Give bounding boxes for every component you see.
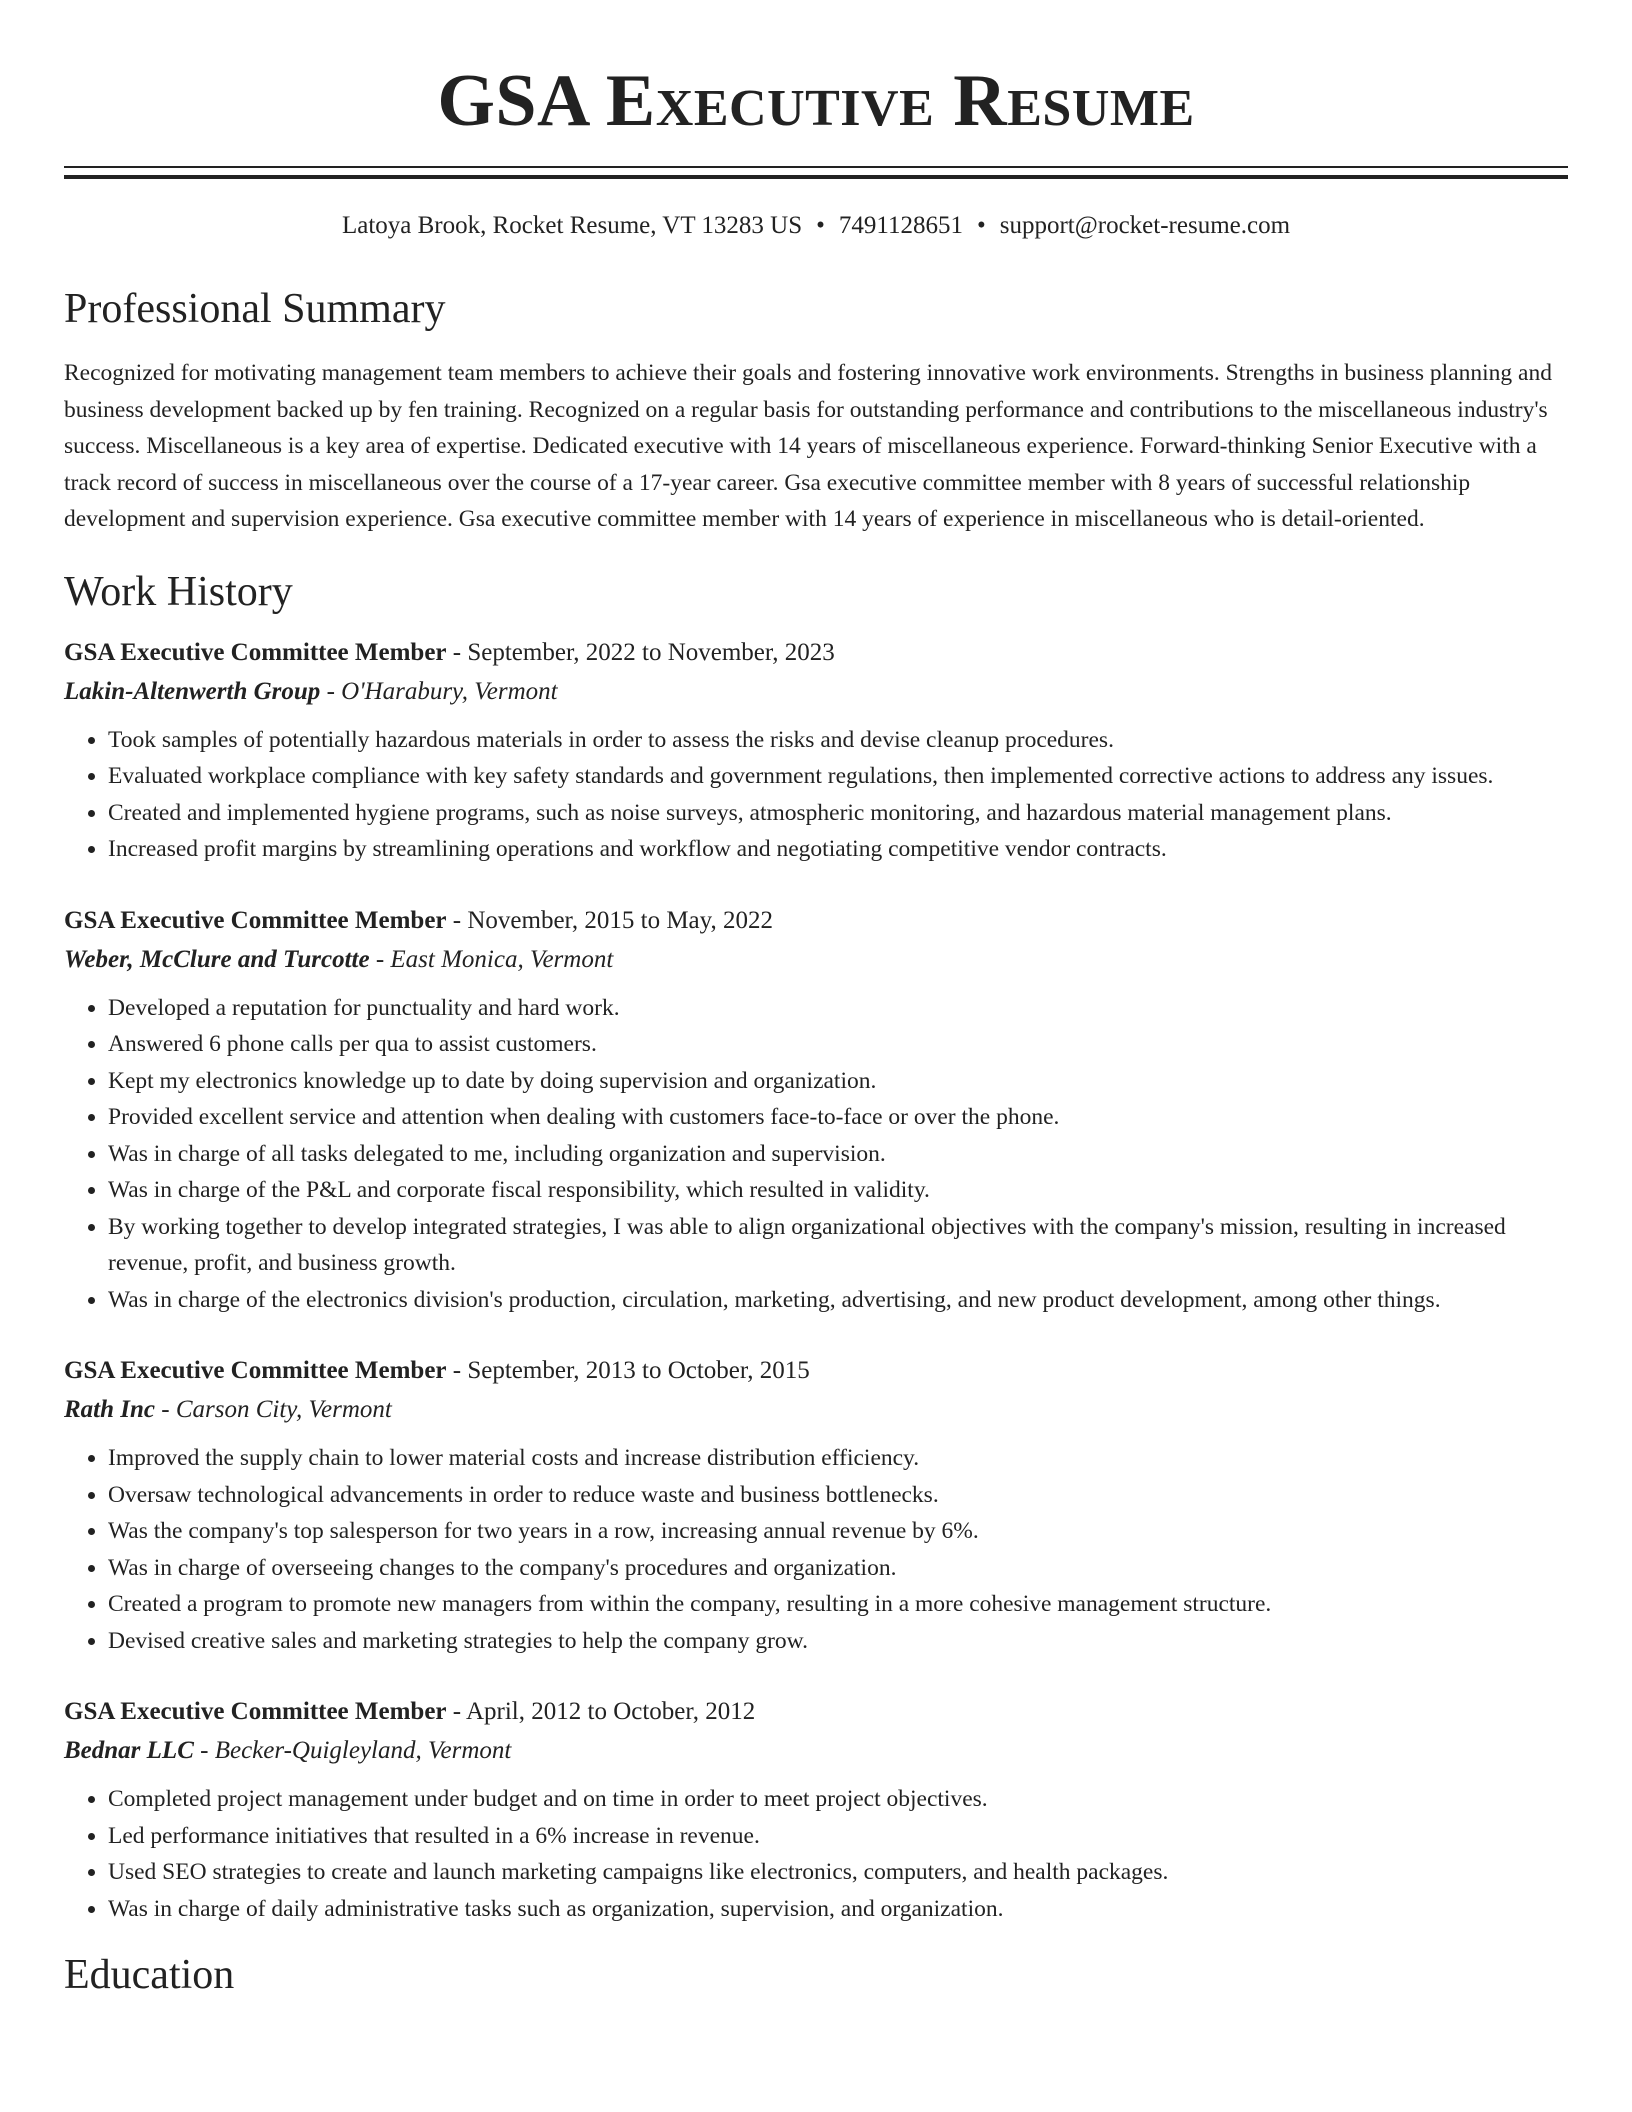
job-company: Weber, McClure and Turcotte [64, 945, 370, 973]
job-dates: - November, 2015 to May, 2022 [446, 906, 774, 934]
work-history-list [64, 634, 1568, 1928]
job-bullet: • Was the company's top salesperson for two years in a row, increasing annual revenue by 6%. [108, 1513, 1568, 1550]
job-bullet: • Was in charge of all tasks delegated to me, including organization and supervision. [108, 1136, 1568, 1173]
job-bullet: • Improved the supply chain to lower material costs and increase distribution efficiency. [108, 1440, 1568, 1477]
job-bullet: • Oversaw technological advancements in order to reduce waste and business bottlenecks. [108, 1477, 1568, 1514]
job-title-line [64, 634, 1568, 672]
job-location: - East Monica, Vermont [369, 945, 614, 973]
job-bullet-list [64, 722, 1568, 868]
job-bullet: • By working together to develop integrated strategies, I was able to align organizational objectives with the company's mission, resulting in increased revenue, profit, and business growth. [108, 1209, 1568, 1282]
job-entry [64, 1693, 1568, 1927]
job-title: GSA Executive Committee Member [64, 906, 447, 934]
professional-summary-text: Recognized for motivating management team members to achieve their goals and fostering innovative work environments. Strengths in business planning and business development backed up by fen training. Recognized on a regular basis for outstanding performance and contributions to the miscellaneous industry's success. Miscellaneous is a key area of expertise. Dedicated executive with 14 years of miscellaneous experience. Forward-thinking Senior Executive with a track record of success in miscellaneous over the course of a 17-year career. Gsa executive committee member with 8 years of successful relationship development and supervision experience. Gsa executive committee member with 14 years of experience in miscellaneous who is detail-oriented. [64, 360, 1552, 532]
job-bullet: • Was in charge of the P&L and corporate fiscal responsibility, which resulted in validity. [108, 1172, 1568, 1209]
title-divider-thin [64, 166, 1568, 168]
job-company: Lakin-Altenwerth Group [64, 677, 321, 705]
job-entry [64, 1352, 1568, 1659]
job-company: Rath Inc [64, 1396, 156, 1423]
job-bullet: • Led performance initiatives that resulted in a 6% increase in revenue. [108, 1818, 1568, 1855]
job-title-line [64, 1693, 1568, 1731]
job-bullet: • Answered 6 phone calls per qua to assist customers. [108, 1026, 1568, 1063]
resume-title: GSA Executive Resume [437, 60, 1195, 142]
job-title: GSA Executive Committee Member [64, 638, 447, 666]
job-title: GSA Executive Committee Member [64, 1698, 447, 1725]
job-location: - O'Harabury, Vermont [320, 677, 558, 705]
job-bullet-list [64, 1440, 1568, 1659]
job-company-line [64, 672, 1568, 712]
work-history-heading: Work History [64, 568, 293, 615]
job-bullet: • Provided excellent service and attention when dealing with customers face-to-face or over the phone. [108, 1099, 1568, 1136]
job-entry [64, 634, 1568, 868]
job-bullet-list [64, 1781, 1568, 1927]
job-bullet: • Completed project management under budget and on time in order to meet project objectives. [108, 1781, 1568, 1818]
job-company: Bednar LLC [64, 1737, 194, 1764]
job-title: GSA Executive Committee Member [64, 1357, 447, 1384]
contact-line [64, 209, 1568, 243]
job-bullet-list [64, 990, 1568, 1319]
contact-phone: 7491128651 [838, 212, 963, 239]
professional-summary-heading: Professional Summary [64, 286, 446, 332]
job-bullet: • Was in charge of the electronics division's production, circulation, marketing, advertising, and new product development, among other things. [108, 1282, 1568, 1319]
job-entry [64, 902, 1568, 1319]
bullet-separator: • [976, 212, 986, 239]
job-dates: - September, 2013 to October, 2015 [446, 1357, 810, 1384]
job-company-line [64, 1731, 1568, 1771]
bullet-separator: • [816, 212, 825, 239]
job-title-line [64, 1352, 1568, 1390]
job-title-line [64, 902, 1568, 940]
job-bullet: • Evaluated workplace compliance with key safety standards and government regulations, then implemented corrective actions to address any issues. [108, 758, 1568, 795]
job-bullet: • Was in charge of daily administrative tasks such as organization, supervision, and organization. [108, 1891, 1568, 1928]
job-bullet: • Increased profit margins by streamlining operations and workflow and negotiating competitive vendor contracts. [108, 831, 1568, 868]
job-bullet: • Used SEO strategies to create and launch marketing campaigns like electronics, computers, and health packages. [108, 1854, 1568, 1891]
job-location: - Becker-Quigleyland, Vermont [193, 1737, 512, 1764]
education-heading: Education [64, 1952, 235, 1998]
job-bullet: • Was in charge of overseeing changes to the company's procedures and organization. [108, 1550, 1568, 1587]
job-location: - Carson City, Vermont [155, 1396, 392, 1423]
job-company-line [64, 940, 1568, 980]
job-bullet: • Kept my electronics knowledge up to date by doing supervision and organization. [108, 1063, 1568, 1100]
job-bullet: • Developed a reputation for punctuality and hard work. [108, 990, 1568, 1027]
title-divider-thick [64, 175, 1568, 179]
job-bullet: • Took samples of potentially hazardous materials in order to assess the risks and devise cleanup procedures. [108, 722, 1568, 759]
contact-email: support@rocket-resume.com [999, 212, 1291, 239]
job-company-line [64, 1390, 1568, 1430]
job-bullet: • Created and implemented hygiene programs, such as noise surveys, atmospheric monitoring, and hazardous material management plans. [108, 795, 1568, 832]
contact-address: Latoya Brook, Rocket Resume, VT 13283 US [341, 212, 803, 239]
job-dates: - April, 2012 to October, 2012 [446, 1698, 756, 1725]
job-bullet: • Devised creative sales and marketing strategies to help the company grow. [108, 1623, 1568, 1660]
job-dates: - September, 2022 to November, 2023 [446, 638, 835, 666]
job-bullet: • Created a program to promote new managers from within the company, resulting in a more cohesive management structure. [108, 1586, 1568, 1623]
